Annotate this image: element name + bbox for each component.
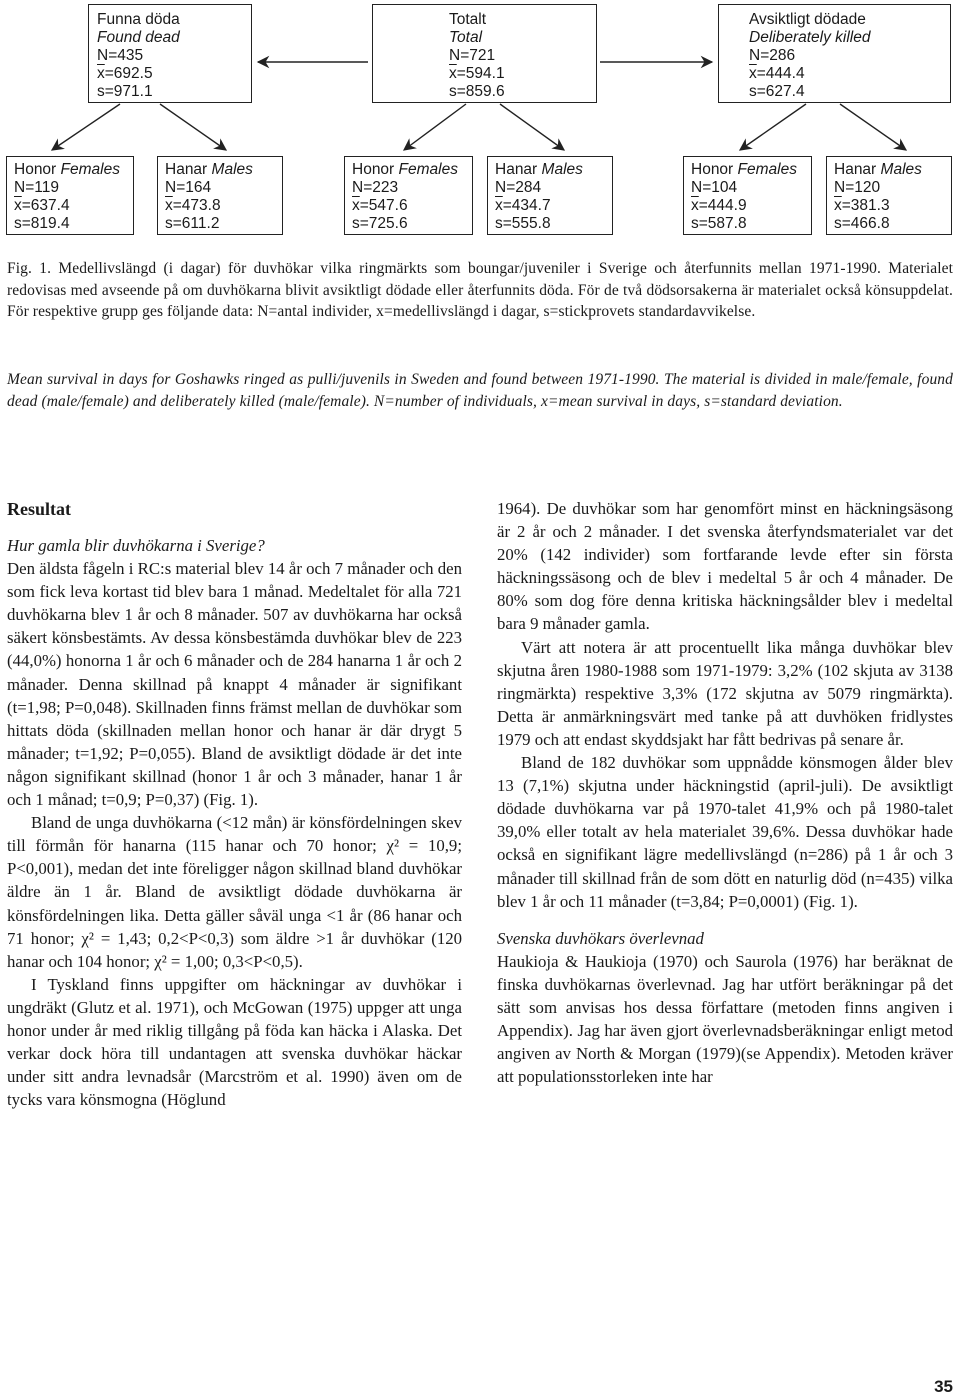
box-label: Honor Females (352, 161, 458, 178)
box-mean: $\overline{x}=381.3$ (834, 197, 890, 214)
arrow-found-dead-to-males (160, 104, 226, 150)
box-sd: s=555.8 (495, 215, 551, 232)
arrow-killed-to-males (840, 104, 906, 150)
paragraph: Haukioja & Haukioja (1970) och Saurola (1976) har beräknat de finska duvhökarnas överlevnad. Jag har utfört beräkningar på det sätt som anvisas hos dessa författare (metoden finns angiven i Appendix). Jag har även gjort överlevnadsberäkningar enligt metod angiven av North & Morgan (1979)(se Appendix). Metoden kräver att populationsstorleken inte har (497, 951, 953, 1087)
box-mean: $\overline{x}=473.8$ (165, 197, 221, 214)
box-sd: s=725.6 (352, 215, 408, 232)
box-n: N=286 (749, 47, 796, 64)
box-n: N=435 (97, 47, 144, 64)
box-found-dead (88, 4, 252, 103)
subheading: Hur gamla blir duvhökarna i Sverige? (7, 536, 265, 555)
arrow-total-to-females (404, 104, 466, 150)
box-label-sv: Funna döda (97, 11, 180, 28)
page-number: 35 (934, 1377, 953, 1396)
box-sd: s=859.6 (449, 83, 505, 100)
box-killed-females (683, 156, 812, 235)
right-column (497, 497, 953, 1088)
paragraph: 1964). De duvhökar som har genomfört minst en häckningsäsong är 2 år och 2 månader. I det svenska återfyndsmaterialet var det 20% (142 individer) som fortfarande levde efter sin första häckningssäsong och de blev i medeltal 5 år och 4 månader. De 80% som dog före denna kritiska häckningsålder blev i medeltal bara 9 månader gamla. (497, 499, 953, 634)
left-column (7, 497, 462, 1111)
figure-caption-swedish: Fig. 1. Medellivslängd (i dagar) för duvhökar vilka ringmärkts som boungar/juveniler i Sverige och återfunnits mellan 1971-1990. Materialet redovisas med avseende på om duvhökarna blivit avsiktligt dödade eller återfunnits döda. För de två dödsorsakerna är materialet också könsuppdelat. För respektive grupp ges följande data: N=antal individer, x=medellivslängd i dagar, s=stickprovets standardavvikelse. (7, 260, 953, 320)
paragraph: I Tyskland finns uppgifter om häckningar av duvhökar i ungdräkt (Glutz et al. 1971), och McGowan (1975) uppger att unga honor under år med riklig tillgång på föda kan häcka i Alaska. Det verkar dock höra till undantagen att svenska duvhökar häckar under sitt andra levnadsår (Marcström et al. 1990) även om de tycks vara könsmogna (Höglund (7, 974, 462, 1110)
box-label-en: Deliberately killed (749, 29, 871, 46)
box-deliberately-killed (718, 4, 951, 103)
box-sd: s=611.2 (165, 215, 220, 232)
box-killed-males (826, 156, 952, 235)
box-mean: $\overline{x}=637.4$ (14, 197, 70, 214)
box-label-en: Found dead (97, 29, 180, 46)
box-total-males (487, 156, 613, 235)
box-mean: $\overline{x}=444.4$ (749, 65, 805, 82)
box-label: Honor Females (14, 161, 120, 178)
box-sd: s=971.1 (97, 83, 153, 100)
paragraph: Den äldsta fågeln i RC:s material blev 14 år och 7 månader och den som fick leva kortast tid blev bara 1 månad. Medeltalet för alla 721 duvhökarna blev 1 år och 8 månader. 507 av duvhökarna har också säkert könsbestämts. Av dessa könsbestämda duvhökar blev de 223 (44,0%) honorna 1 år och 6 månader och de 284 hanarna 1 år och 2 månader. Denna skillnad på knappt 4 månader är signifikant (t=1,98; P=0,048). Skillnaden finns främst mellan de duvhökar som hittats döda (skillnaden mellan honor och hanar är där drygt 5 månader; t=1,92; P=0,055). Bland de avsiktligt dödade är det inte någon signifikant skillnad (honor 1 år och 3 månader, hanar 1 år och 1 månad; t=0,9; P=0,37) (Fig. 1). (7, 559, 462, 810)
arrow-killed-to-females (740, 104, 806, 150)
box-label-en: Total (449, 29, 483, 46)
box-n: N=223 (352, 179, 399, 196)
subheading: Svenska duvhökars överlevnad (497, 928, 704, 948)
paragraph: Bland de 182 duvhökar som uppnådde könsmogen ålder blev 13 (7,1%) skjutna under häckningstid (april-juli). De avsiktligt dödade duvhökarna var på 1970-talet 41,9% och på 1980-talet 39,0% eller totalt av hela materialet 39,6%. Dessa duvhökar hade också en signifikant lägre medellivslängd (n=286) på 1 år och 3 månader till skillnad från de som dött en naturlig död (n=435) vilka blev 1 år och 11 månader (t=3,84; P=0,0001) (Fig. 1). (497, 753, 953, 911)
box-sd: s=627.4 (749, 83, 805, 100)
box-total-females (344, 156, 473, 235)
box-label: Hanar Males (834, 161, 922, 178)
arrow-total-to-males (500, 104, 564, 150)
box-mean: $\overline{x}=547.6$ (352, 197, 408, 214)
box-n: N=120 (834, 179, 881, 196)
box-n: N=104 (691, 179, 738, 196)
box-mean: $\overline{x}=692.5$ (97, 65, 153, 82)
box-found-dead-males (157, 156, 283, 235)
box-mean: $\overline{x}=444.9$ (691, 197, 747, 214)
box-found-dead-females (6, 156, 134, 235)
box-total (372, 4, 597, 103)
box-sd: s=466.8 (834, 215, 890, 232)
arrow-found-dead-to-females (52, 104, 120, 150)
box-n: N=721 (449, 47, 496, 64)
section-title: Resultat (7, 499, 71, 519)
box-n: N=164 (165, 179, 212, 196)
paragraph: Värt att notera är att procentuellt lika många duvhökar blev skjutna åren 1980-1988 som 1971-1979: 3,2% (102 skjuta av 3138 ringmärkta) respektive 3,3% (172 skjutna av 5079 ringmärkta). Detta är anmärkningsvärt med tanke på att duvhöken fridlystes 1979 och att endast skyddsjakt har fått bedrivas på senare år. (497, 637, 953, 749)
box-mean: $\overline{x}=594.1$ (449, 65, 505, 82)
figure-caption-english: Mean survival in days for Goshawks ringed as pulli/juvenils in Sweden and found between 1971-1990. The material is divided in male/female, found dead (male/female) and deliberately killed (male/female). N=number of individuals, x=mean survival in days, s=standard deviation. (7, 371, 953, 410)
paragraph: Bland de unga duvhökarna (<12 mån) är könsfördelningen skev till förmån för hanarna (115 hanar och 70 honor; χ² = 10,9; P<0,001), medan det inte föreligger någon skillnad bland duvhökar äldre än 1 år. Bland de avsiktligt dödade duvhökarna är könsfördelningen lika. Detta gäller såväl unga <1 år (86 hanar och 71 honor; χ² = 1,43; 0,2<P<0,3) som äldre >1 år duvhökar (120 hanar och 104 honor; χ² = 1,00; 0,3<P<0,5). (7, 813, 462, 971)
box-n: N=284 (495, 179, 542, 196)
box-mean: $\overline{x}=434.7$ (495, 197, 551, 214)
box-sd: s=587.8 (691, 215, 747, 232)
box-label-sv: Avsiktligt dödade (749, 11, 866, 28)
box-label: Hanar Males (495, 161, 583, 178)
box-label: Honor Females (691, 161, 797, 178)
box-sd: s=819.4 (14, 215, 70, 232)
box-label-sv: Totalt (449, 11, 487, 28)
box-n: N=119 (14, 179, 59, 196)
box-label: Hanar Males (165, 161, 253, 178)
